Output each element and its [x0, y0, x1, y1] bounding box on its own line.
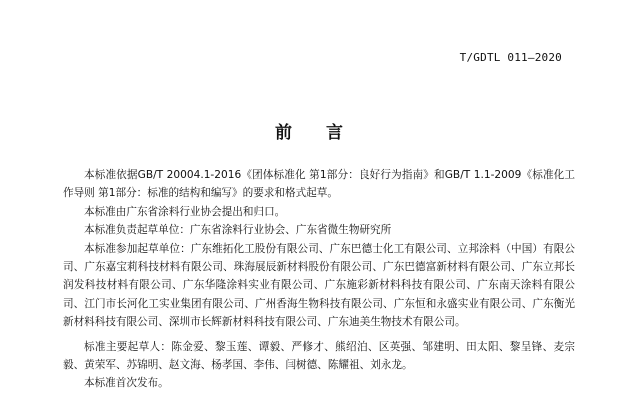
paragraph-main-drafters: 标准主要起草人：陈金爱、黎玉莲、谭毅、严修才、熊绍泊、区英强、邹建明、田太阳、黎呈锋、麦宗毅、黄荣军、苏锦明、赵文海、杨孝国、李伟、闫树德、陈耀祖、刘永龙。 [63, 340, 575, 372]
paragraph-first-release: 本标准首次发布。 [84, 377, 169, 390]
paragraph-proposer: 本标准由广东省涂料行业协会提出和归口。 [84, 205, 286, 218]
preface-heading: 前 言 [275, 123, 357, 143]
paragraph-responsible-units: 本标准负责起草单位：广东省涂料行业协会、广东省微生物研究所 [84, 224, 392, 237]
paragraph-participating-units: 本标准参加起草单位：广东维拓化工股份有限公司、广东巴德士化工有限公司、立邦涂料（中国）有限公司、广东嘉宝莉科技材料有限公司、珠海展辰新材料股份有限公司、广东巴德富新材料有限公司、广东立邦长润发科技材料有限公司、广东华隆涂料实业有限公司、广东施彩新材料科技有限公司、广东南天涂料有限公司、江门市长河化工实业集团有限公司、广州香海生物科技有限公司、广东恒和永盛实业有限公司、广东衡光新材料科技有限公司、深圳市长辉新材料科技有限公司、广东迪美生物技术有限公司。 [63, 242, 575, 329]
standard-code: T/GDTL 011—2020 [459, 51, 562, 64]
paragraph-basis: 本标准依据GB/T 20004.1-2016《团体标准化 第1部分：良好行为指南》和GB/T 1.1-2009《标准化工作导则 第1部分：标准的结构和编写》的要求和格式起草。 [63, 169, 575, 200]
preface-body [63, 166, 575, 393]
